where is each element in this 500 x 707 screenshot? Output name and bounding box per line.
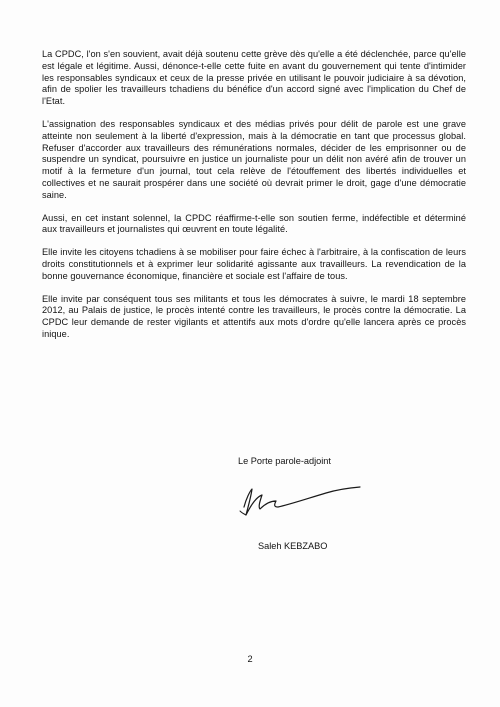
document-body: [42, 49, 466, 352]
page-number: 2: [247, 654, 253, 664]
signature-block: [238, 455, 438, 551]
paragraph-5: Elle invite par conséquent tous ses militants et tous les démocrates à suivre, le mardi 18 septembre 2012, au Palais de justice, le procès intenté contre les travailleurs, le procès contre la démocratie. La CPDC leur demande de rester vigilants et attentifs aux mots d'ordre qu'elle lancera après ce procès inique.: [42, 293, 466, 339]
paragraph-3: Aussi, en cet instant solennel, la CPDC réaffirme-t-elle son soutien ferme, indéfectible et déterminé aux travailleurs et journalistes qui œuvrent en toute légalité.: [42, 212, 466, 235]
signatory-name: Saleh KEBZABO: [258, 541, 328, 551]
paragraph-1: La CPDC, l'on s'en souvient, avait déjà soutenu cette grève dès qu'elle a été déclenchée, parce qu'elle est légale et légitime. Aussi, dénonce-t-elle cette fuite en avant du gouvernement qui tente d'intimider les responsables syndicaux et ceux de la presse privée en utilisant le pouvoir judiciaire à sa dévotion, afin de spolier les travailleurs tchadiens du bénéfice d'un accord signé avec l'implication du Chef de l'Etat.: [42, 49, 466, 107]
signatory-role: Le Porte parole-adjoint: [238, 456, 331, 466]
handwritten-signature: [236, 477, 366, 521]
paragraph-2: L'assignation des responsables syndicaux et des médias privés pour délit de parole est une grave atteinte non seulement à la liberté d'expression, mais à la démocratie en tant que processus global. Refuser d'accorder aux travailleurs des rémunérations normales, décider de les emprisonner ou de suspendre un syndicat, poursuivre en justice un journaliste pour un délit non avéré afin de trouver un motif à la fermeture d'un journal, tout cela relève de l'étouffement des libertés individuelles et collectives et ne saurait prospérer dans une société où devrait primer le droit, gage d'une démocratie saine.: [42, 118, 466, 200]
paragraph-4: Elle invite les citoyens tchadiens à se mobiliser pour faire échec à l'arbitraire, à la confiscation de leurs droits constitutionnels et à exprimer leur solidarité agissante aux travailleurs. La revendication de la bonne gouvernance économique, financière et sociale est l'affaire de tous.: [42, 247, 466, 281]
